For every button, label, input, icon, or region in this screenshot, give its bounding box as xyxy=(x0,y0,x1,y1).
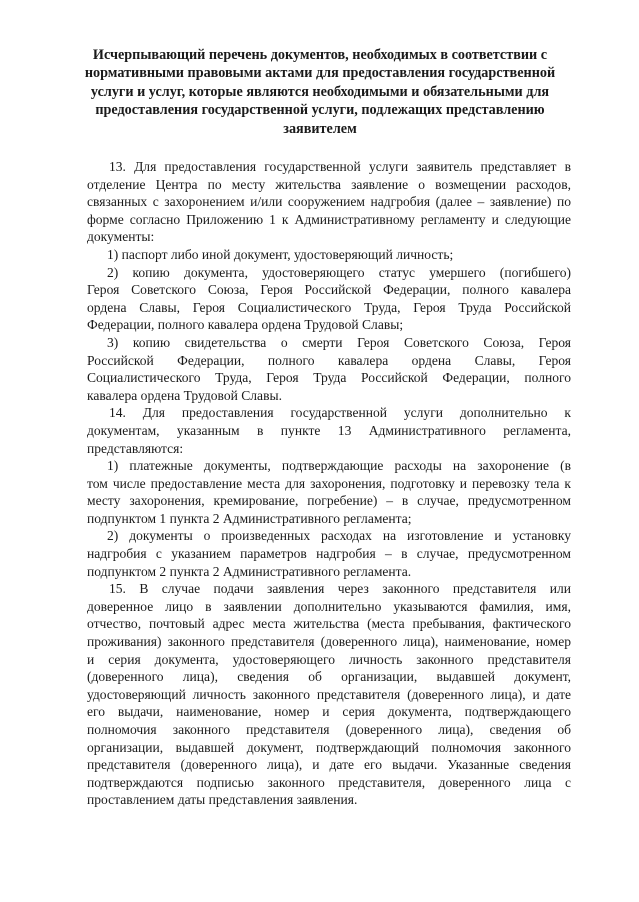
paragraph-3-line-3: ордена Славы, Героя Социалистического Труда, Героя Труда Российской xyxy=(87,299,571,315)
paragraph-1-line-1: 13. Для предоставления государственной услуги заявитель представляет в xyxy=(109,159,571,174)
paragraph-6-line-3: месту захоронения, кремирование, погребение) – в случае, предусмотренном xyxy=(87,493,571,509)
paragraph-4-line-3: Социалистического Труда, Героя Труда Российской Федерации, полного xyxy=(87,370,571,386)
title-line-1: Исчерпывающий перечень документов, необходимых в соответствии с xyxy=(92,47,548,63)
paragraph-1-line-4: форме согласно Приложению 1 к Административному регламенту и следующие xyxy=(87,211,571,227)
paragraph-8-line-13: проставлением даты представления заявления. xyxy=(87,792,358,808)
paragraph-8-line-12: подтверждаются подписью законного представителя, доверенного лица с xyxy=(87,774,571,790)
paragraph-1-line-3: связанных с захоронением и/или сооружением надгробия (далее – заявление) по xyxy=(87,194,571,210)
paragraph-1-line-5: документы: xyxy=(87,229,155,245)
title-line-2: нормативными правовыми актами для предоставления государственной xyxy=(84,65,556,82)
paragraph-8-line-2: доверенное лицо в заявлении дополнительно указываются фамилия, имя, xyxy=(87,598,571,614)
paragraph-8-line-4: проживания) законного представителя (доверенного лица), наименование, номер xyxy=(87,634,571,650)
paragraph-5-line-2: документам, указанным в пункте 13 Административного регламента, xyxy=(87,422,571,438)
paragraph-4-line-4: кавалера ордена Трудовой Славы. xyxy=(87,387,282,403)
paragraph-7-line-1: 2) документы о произведенных расходах на изготовление и установку xyxy=(107,528,571,544)
paragraph-6-line-4: подпунктом 1 пункта 2 Административного регламента; xyxy=(87,510,412,526)
paragraph-8-line-9: полномочия законного представителя (доверенного лица), сведения об xyxy=(87,722,571,737)
paragraph-7-line-2: надгробия с указанием параметров надгробия – в случае, предусмотренном xyxy=(87,546,571,562)
title-line-3: услуги и услуг, которые являются необходимыми и обязательными для xyxy=(90,83,550,100)
title-line-4: предоставления государственной услуги, подлежащих представлению xyxy=(95,102,545,119)
paragraph-8-line-8: его выдачи, наименование, номер и серия документа, подтверждающего xyxy=(87,704,571,720)
paragraph-2-line-1: 1) паспорт либо иной документ, удостоверяющий личность; xyxy=(107,246,454,262)
paragraph-8-line-10: организации, выдавшей документ, подтверждающий полномочия законного xyxy=(87,739,571,755)
paragraph-8-line-11: представителя (доверенного лица), и дате его выдачи. Указанные сведения xyxy=(87,757,571,773)
paragraph-8-line-5: и серия документа, удостоверяющего личность законного представителя xyxy=(87,651,571,667)
paragraph-3-line-4: Федерации, полного кавалера ордена Трудовой Славы; xyxy=(87,317,404,333)
paragraph-6-line-1: 1) платежные документы, подтверждающие расходы на захоронение (в xyxy=(107,458,571,474)
paragraph-8-line-6: (доверенного лица), сведения об организации, выдавшей документ, xyxy=(87,669,571,685)
paragraph-8-line-3: отчество, почтовый адрес места жительства (места пребывания, фактического xyxy=(87,616,571,632)
paragraph-5-line-3: представляются: xyxy=(87,440,184,456)
paragraph-8-line-1: 15. В случае подачи заявления через законного представителя или xyxy=(109,581,571,597)
paragraph-6-line-2: том числе предоставление места для захоронения, подготовку и перевозку тела к xyxy=(87,475,571,491)
paragraph-3-line-1: 2) копию документа, удостоверяющего статус умершего (погибшего) xyxy=(107,264,571,280)
paragraph-3-line-2: Героя Советского Союза, Героя Российской Федерации, полного кавалера xyxy=(87,282,571,298)
paragraph-4-line-2: Российской Федерации, полного кавалера ордена Славы, Героя xyxy=(87,352,571,368)
title-line-5: заявителем xyxy=(283,120,357,137)
paragraph-5-line-1: 14. Для предоставления государственной услуги дополнительно к xyxy=(109,405,571,421)
document-title xyxy=(60,46,580,138)
paragraph-7-line-3: подпунктом 2 пункта 2 Административного регламента. xyxy=(87,563,412,579)
paragraph-4-line-1: 3) копию свидетельства о смерти Героя Советского Союза, Героя xyxy=(107,334,571,350)
document-body xyxy=(87,158,571,809)
paragraph-1-line-2: отделение Центра по месту жительства заявление о возмещении расходов, xyxy=(87,176,571,192)
paragraph-8-line-7: удостоверяющий личность законного представителя (доверенного лица), и дате xyxy=(87,686,571,702)
